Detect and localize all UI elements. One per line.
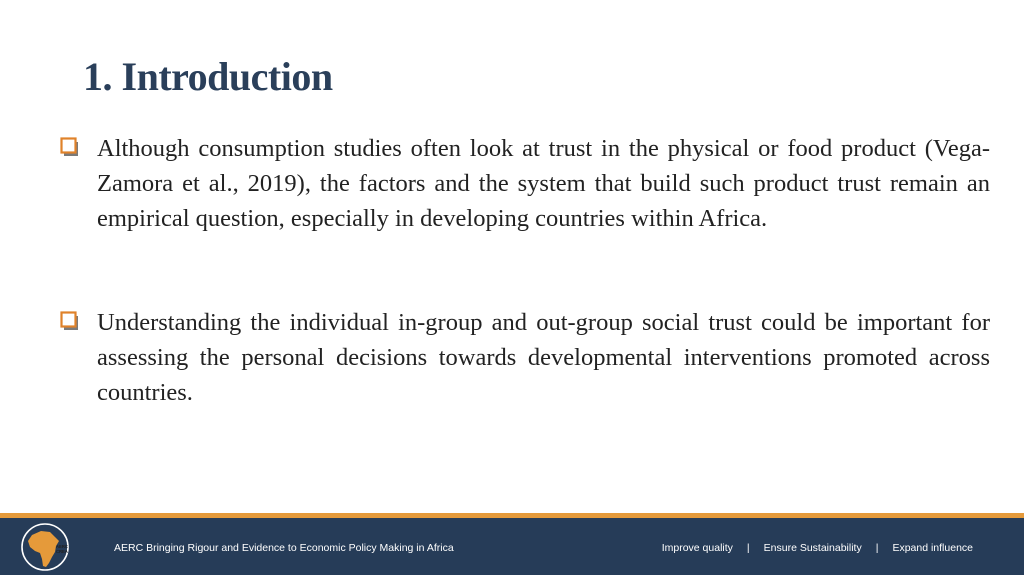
svg-text:AERC: AERC — [56, 544, 68, 549]
bullet-list — [60, 131, 990, 410]
bullet-item — [60, 305, 990, 410]
svg-text:CREA: CREA — [56, 549, 68, 554]
checkbox-icon — [60, 137, 80, 157]
checkbox-icon — [60, 311, 80, 331]
footer-tagline: AERC Bringing Rigour and Evidence to Economic Policy Making in Africa — [114, 542, 454, 554]
footer-separator: | — [746, 542, 750, 554]
footer-value-sustainability: Ensure Sustainability — [763, 542, 862, 554]
bullet-text: Understanding the individual in-group and out-group social trust could be important for assessing the personal decisions towards developmental interventions promoted across countries. — [97, 309, 990, 406]
footer-values — [662, 542, 973, 554]
footer-separator: | — [875, 542, 879, 554]
footer-value-quality: Improve quality — [661, 542, 733, 554]
footer-bar — [0, 518, 1024, 575]
slide-title: 1. Introduction — [83, 54, 333, 99]
bullet-text: Although consumption studies often look at trust in the physical or food product (Vega-Zamora et al., 2019), the factors and the system that build such product trust remain an empirical question, especially in developing countries within Africa. — [97, 135, 990, 232]
bullet-item — [60, 131, 990, 236]
aerc-logo-icon — [19, 521, 71, 573]
footer-value-influence: Expand influence — [892, 542, 973, 554]
